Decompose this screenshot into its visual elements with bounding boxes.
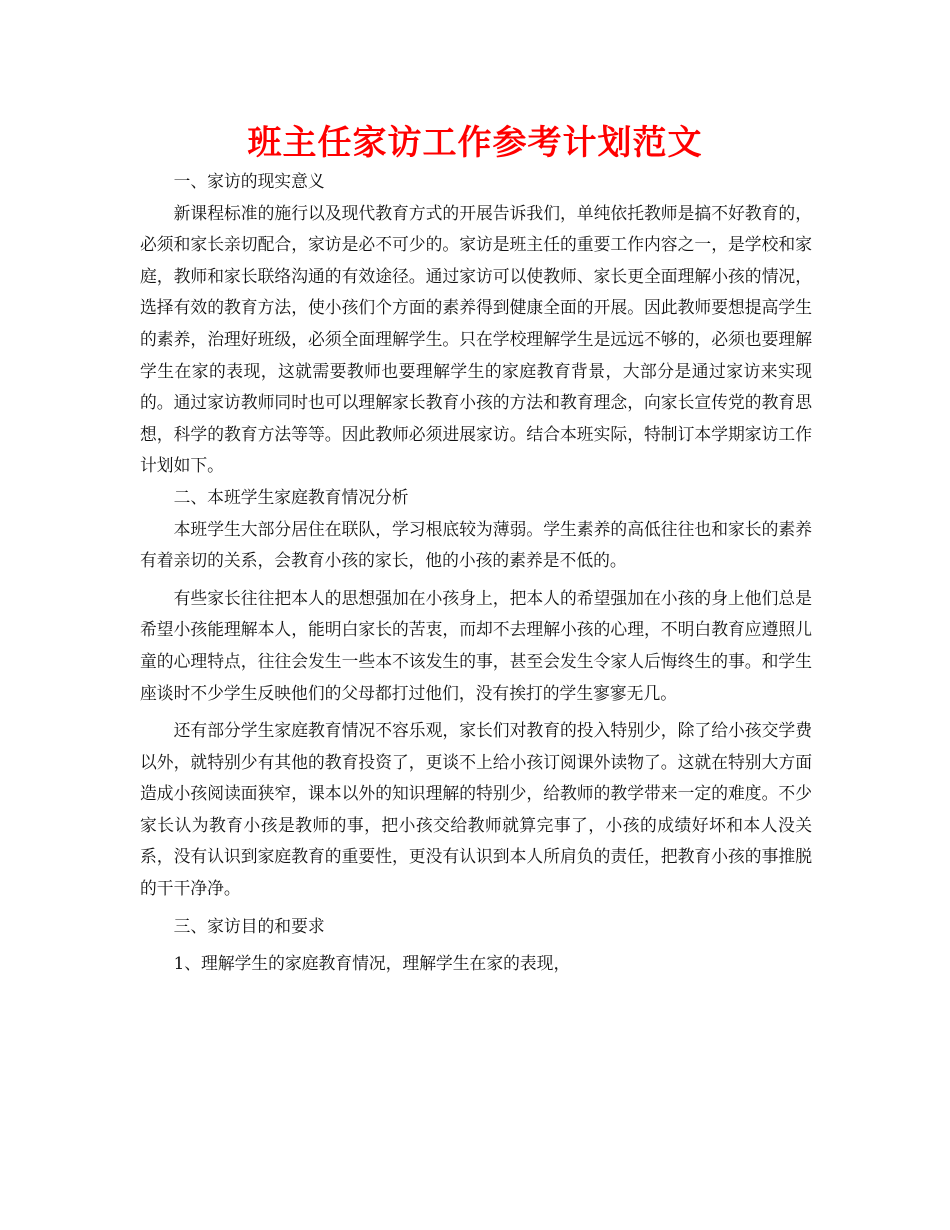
document-body: [140, 166, 812, 980]
section-heading-3: 三、家访目的和要求: [173, 915, 325, 936]
list-item: 1、理解学生的家庭教育情况，理解学生在家的表现，: [173, 953, 571, 974]
paragraph: 还有部分学生家庭教育情况不容乐观，家长们对教育的投入特别少，除了给小孩交学费以外，就特别少有其他的教育投资了，更谈不上给小孩订阅课外读物了。这就在特别大方面造成小孩阅读面狭窄，课本以外的知识理解的特别少，给教师的教学带来一定的难度。不少家长认为教育小孩是教师的事，把小孩交给教师就算完事了，小孩的成绩好坏和本人没关系，没有认识到家庭教育的重要性，更没有认识到本人所肩负的责任，把教育小孩的事推脱的干干净净。: [140, 720, 812, 899]
paragraph: 本班学生大部分居住在联队，学习根底较为薄弱。学生素养的高低往往也和家长的素养有着亲切的关系，会教育小孩的家长，他的小孩的素养是不低的。: [140, 518, 812, 571]
section-heading-1: 一、家访的现实意义: [173, 171, 325, 191]
document-title: 班主任家访工作参考计划范文: [247, 123, 703, 163]
paragraph: 有些家长往往把本人的思想强加在小孩身上，把本人的希望强加在小孩的身上他们总是希望小孩能理解本人，能明白家长的苦衷，而却不去理解小孩的心理，不明白教育应遵照儿童的心理特点，往往会发生一些本不该发生的事，甚至会发生令家人后悔终生的事。和学生座谈时不少学生反映他们的父母都打过他们，没有挨打的学生寥寥无几。: [140, 587, 812, 703]
paragraph: 新课程标准的施行以及现代教育方式的开展告诉我们，单纯依托教师是搞不好教育的，必须和家长亲切配合，家访是必不可少的。家访是班主任的重要工作内容之一，是学校和家庭，教师和家长联络沟通的有效途径。通过家访可以使教师、家长更全面理解小孩的情况，选择有效的教育方法，使小孩们个方面的素养得到健康全面的开展。因此教师要想提高学生的素养，治理好班级，必须全面理解学生。只在学校理解学生是远远不够的，必须也要理解学生在家的表现，这就需要教师也要理解学生的家庭教育背景，大部分是通过家访来实现的。通过家访教师同时也可以理解家长教育小孩的方法和教育理念，向家长宣传党的教育思想，科学的教育方法等等。因此教师必须进展家访。结合本班实际，特制订本学期家访工作计划如下。: [140, 202, 812, 476]
section-heading-2: 二、本班学生家庭教育情况分析: [173, 486, 409, 507]
